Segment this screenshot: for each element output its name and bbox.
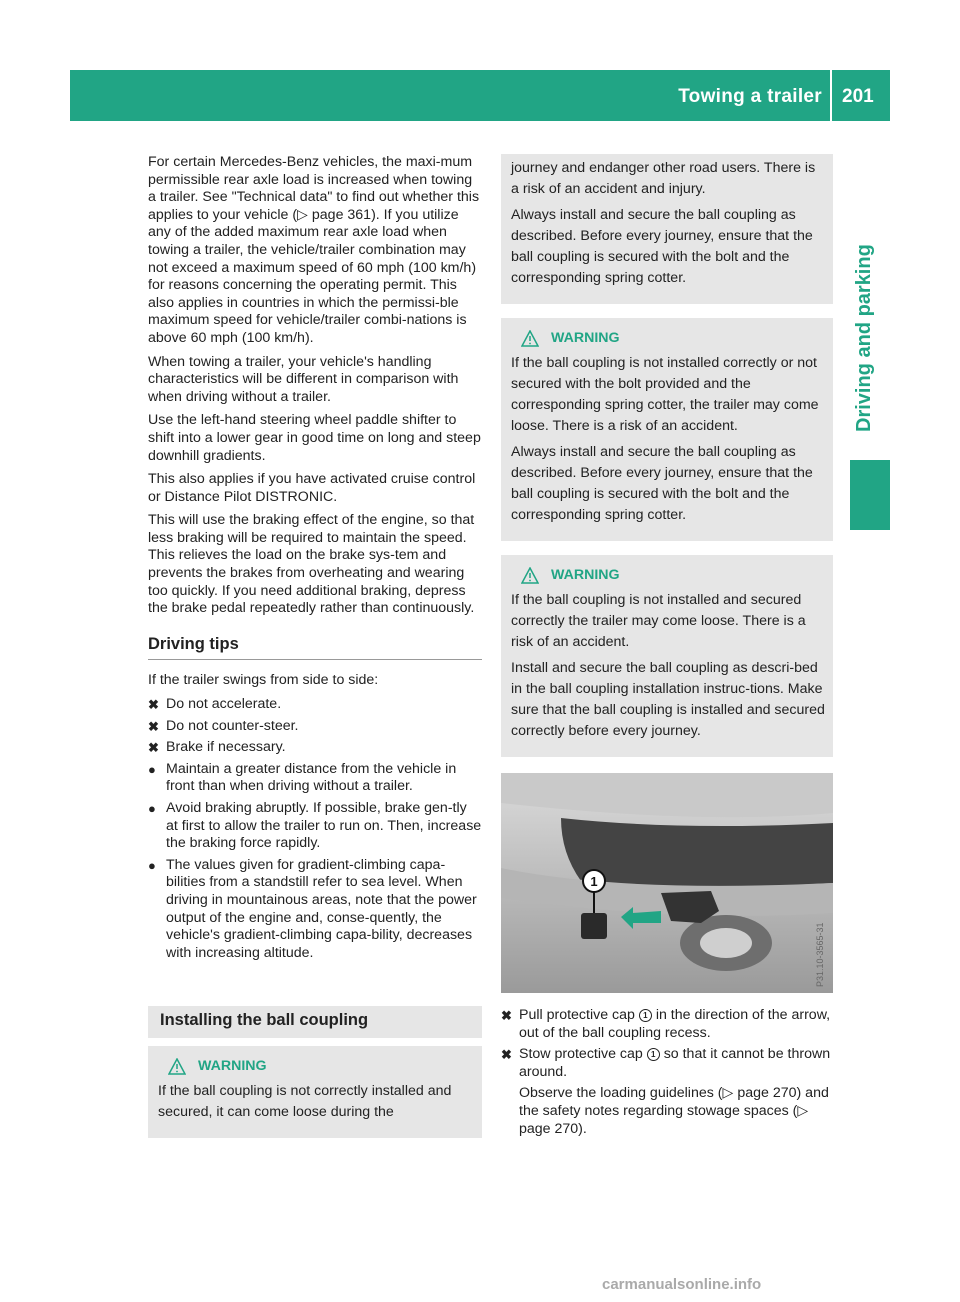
warning-text: journey and endanger other road users. There is a risk of an accident and injury. <box>511 160 816 197</box>
callout-ref: 1 <box>639 1009 652 1022</box>
section-heading-driving-tips: Driving tips <box>148 636 482 661</box>
warning-box <box>148 1046 482 1138</box>
warning-triangle-icon <box>168 1058 186 1075</box>
warning-box <box>501 318 833 541</box>
paragraph: This will use the braking effect of the engine, so that less braking will be required to maintain the speed. This relieves the load on the brake sys-tem and prevents the brakes from overheating and wearing too quickly. If you need additional braking, depress the brake pedal repeatedly rather than continuously. <box>148 512 475 617</box>
side-tab-label: Driving and parking <box>853 244 875 432</box>
bullet-icon: ● <box>148 857 156 873</box>
footer-url: carmanualsonline.info <box>602 1276 762 1293</box>
warning-text: Always install and secure the ball coupling as described. Before every journey, ensure that the ball coupling is secured with the bolt and the corresponding spring cotter. <box>511 207 813 286</box>
ball-coupling-illustration <box>501 773 833 993</box>
list-item: ✖ Stow protective cap 1 so that it cannot be thrown around. <box>501 1046 831 1080</box>
driving-tips-intro: If the trailer swings from side to side: <box>148 672 379 689</box>
section-heading-install: Installing the ball coupling <box>148 1006 482 1038</box>
figure-code: P31.10-3565-31 <box>815 922 825 987</box>
action-arrow-icon: ✖ <box>501 1047 512 1063</box>
driving-tips-list <box>148 696 482 962</box>
warning-text: Install and secure the ball coupling as descri-bed in the ball coupling installation instruc-tions. Make sure that the ball coupling is installed and secured correctly before every journey. <box>511 660 825 739</box>
list-item: ✖ Do not counter-steer. <box>148 717 299 734</box>
warning-text: If the ball coupling is not installed and secured correctly the trailer may come loose. There is a risk of an accident. <box>511 592 806 650</box>
paragraph: This also applies if you have activated cruise control or Distance Pilot DISTRONIC. <box>148 471 476 505</box>
paragraph: Use the left-hand steering wheel paddle shifter to shift into a lower gear in good time on long and steep downhill gradients. <box>148 412 481 464</box>
header-title: Towing a trailer <box>678 86 822 107</box>
bullet-icon: ● <box>148 761 156 777</box>
side-tab-block <box>850 460 890 530</box>
ball-coupling-figure <box>501 773 833 993</box>
warning-text: If the ball coupling is not correctly installed and secured, it can come loose during the <box>158 1082 452 1120</box>
action-arrow-icon: ✖ <box>501 1008 512 1023</box>
list-item: ● The values given for gradient-climbing capa-bilities from a standstill refer to sea level. When driving in mountainous areas, note that the power output of the engine and, conse-quently, the vehicle's gradient-climbing capa-bility, decreases with increasing altitude. <box>148 856 477 961</box>
installation-steps <box>501 1007 833 1081</box>
action-arrow-icon: ✖ <box>148 718 159 734</box>
left-column <box>148 154 482 1138</box>
action-arrow-icon: ✖ <box>148 697 159 713</box>
callout-ref: 1 <box>647 1048 660 1061</box>
warning-heading: WARNING <box>511 328 825 349</box>
warning-heading: WARNING <box>158 1056 474 1077</box>
paragraph: When towing a trailer, your vehicle's handling characteristics will be different in comparison with when driving without a trailer. <box>148 353 459 405</box>
warning-box-continued <box>501 154 833 304</box>
page-number: 201 <box>842 86 874 107</box>
warning-text: Always install and secure the ball coupling as described. Before every journey, ensure that the ball coupling is secured with the bolt and the corresponding spring cotter. <box>511 444 813 523</box>
list-item: ● Maintain a greater distance from the vehicle in front than when driving without a trailer. <box>148 760 457 795</box>
list-item: ✖ Pull protective cap 1 in the direction of the arrow, out of the ball coupling recess. <box>501 1007 831 1041</box>
list-item: ● Avoid braking abruptly. If possible, brake gen-tly at first to allow the trailer to run on. Then, increase the braking force rapidly. <box>148 800 482 852</box>
right-column <box>501 154 833 1144</box>
figure-callout: 1 <box>590 874 598 889</box>
step-note: Observe the loading guidelines (▷ page 270) and the safety notes regarding stowage spaces (▷ page 270). <box>519 1085 829 1137</box>
list-item: ✖ Do not accelerate. <box>148 696 282 713</box>
header-separator <box>830 70 832 121</box>
warning-text: If the ball coupling is not installed correctly or not secured with the bolt provided and the corresponding spring cotter, the trailer may come loose. There is a risk of an accident. <box>511 355 819 434</box>
warning-heading: WARNING <box>511 565 825 586</box>
paragraph: For certain Mercedes-Benz vehicles, the maxi-mum permissible rear axle load is increased when towing a trailer. See "Technical data" to find out whether this applies to your vehicle (▷ page 361). If you utilize any of the added maximum rear axle load when towing a trailer, the vehicle/trailer combination may not exceed a maximum speed of 60 mph (100 km/h) for reasons concerning the operating permit. This also applies in countries in which the permissi-ble maximum speed for vehicle/trailer combi-nations is above 60 mph (100 km/h). <box>148 154 480 346</box>
warning-triangle-icon <box>521 330 539 347</box>
action-arrow-icon: ✖ <box>148 740 159 756</box>
warning-triangle-icon <box>521 567 539 584</box>
bullet-icon: ● <box>148 801 156 816</box>
list-item: ✖ Brake if necessary. <box>148 739 286 756</box>
warning-box <box>501 555 833 757</box>
